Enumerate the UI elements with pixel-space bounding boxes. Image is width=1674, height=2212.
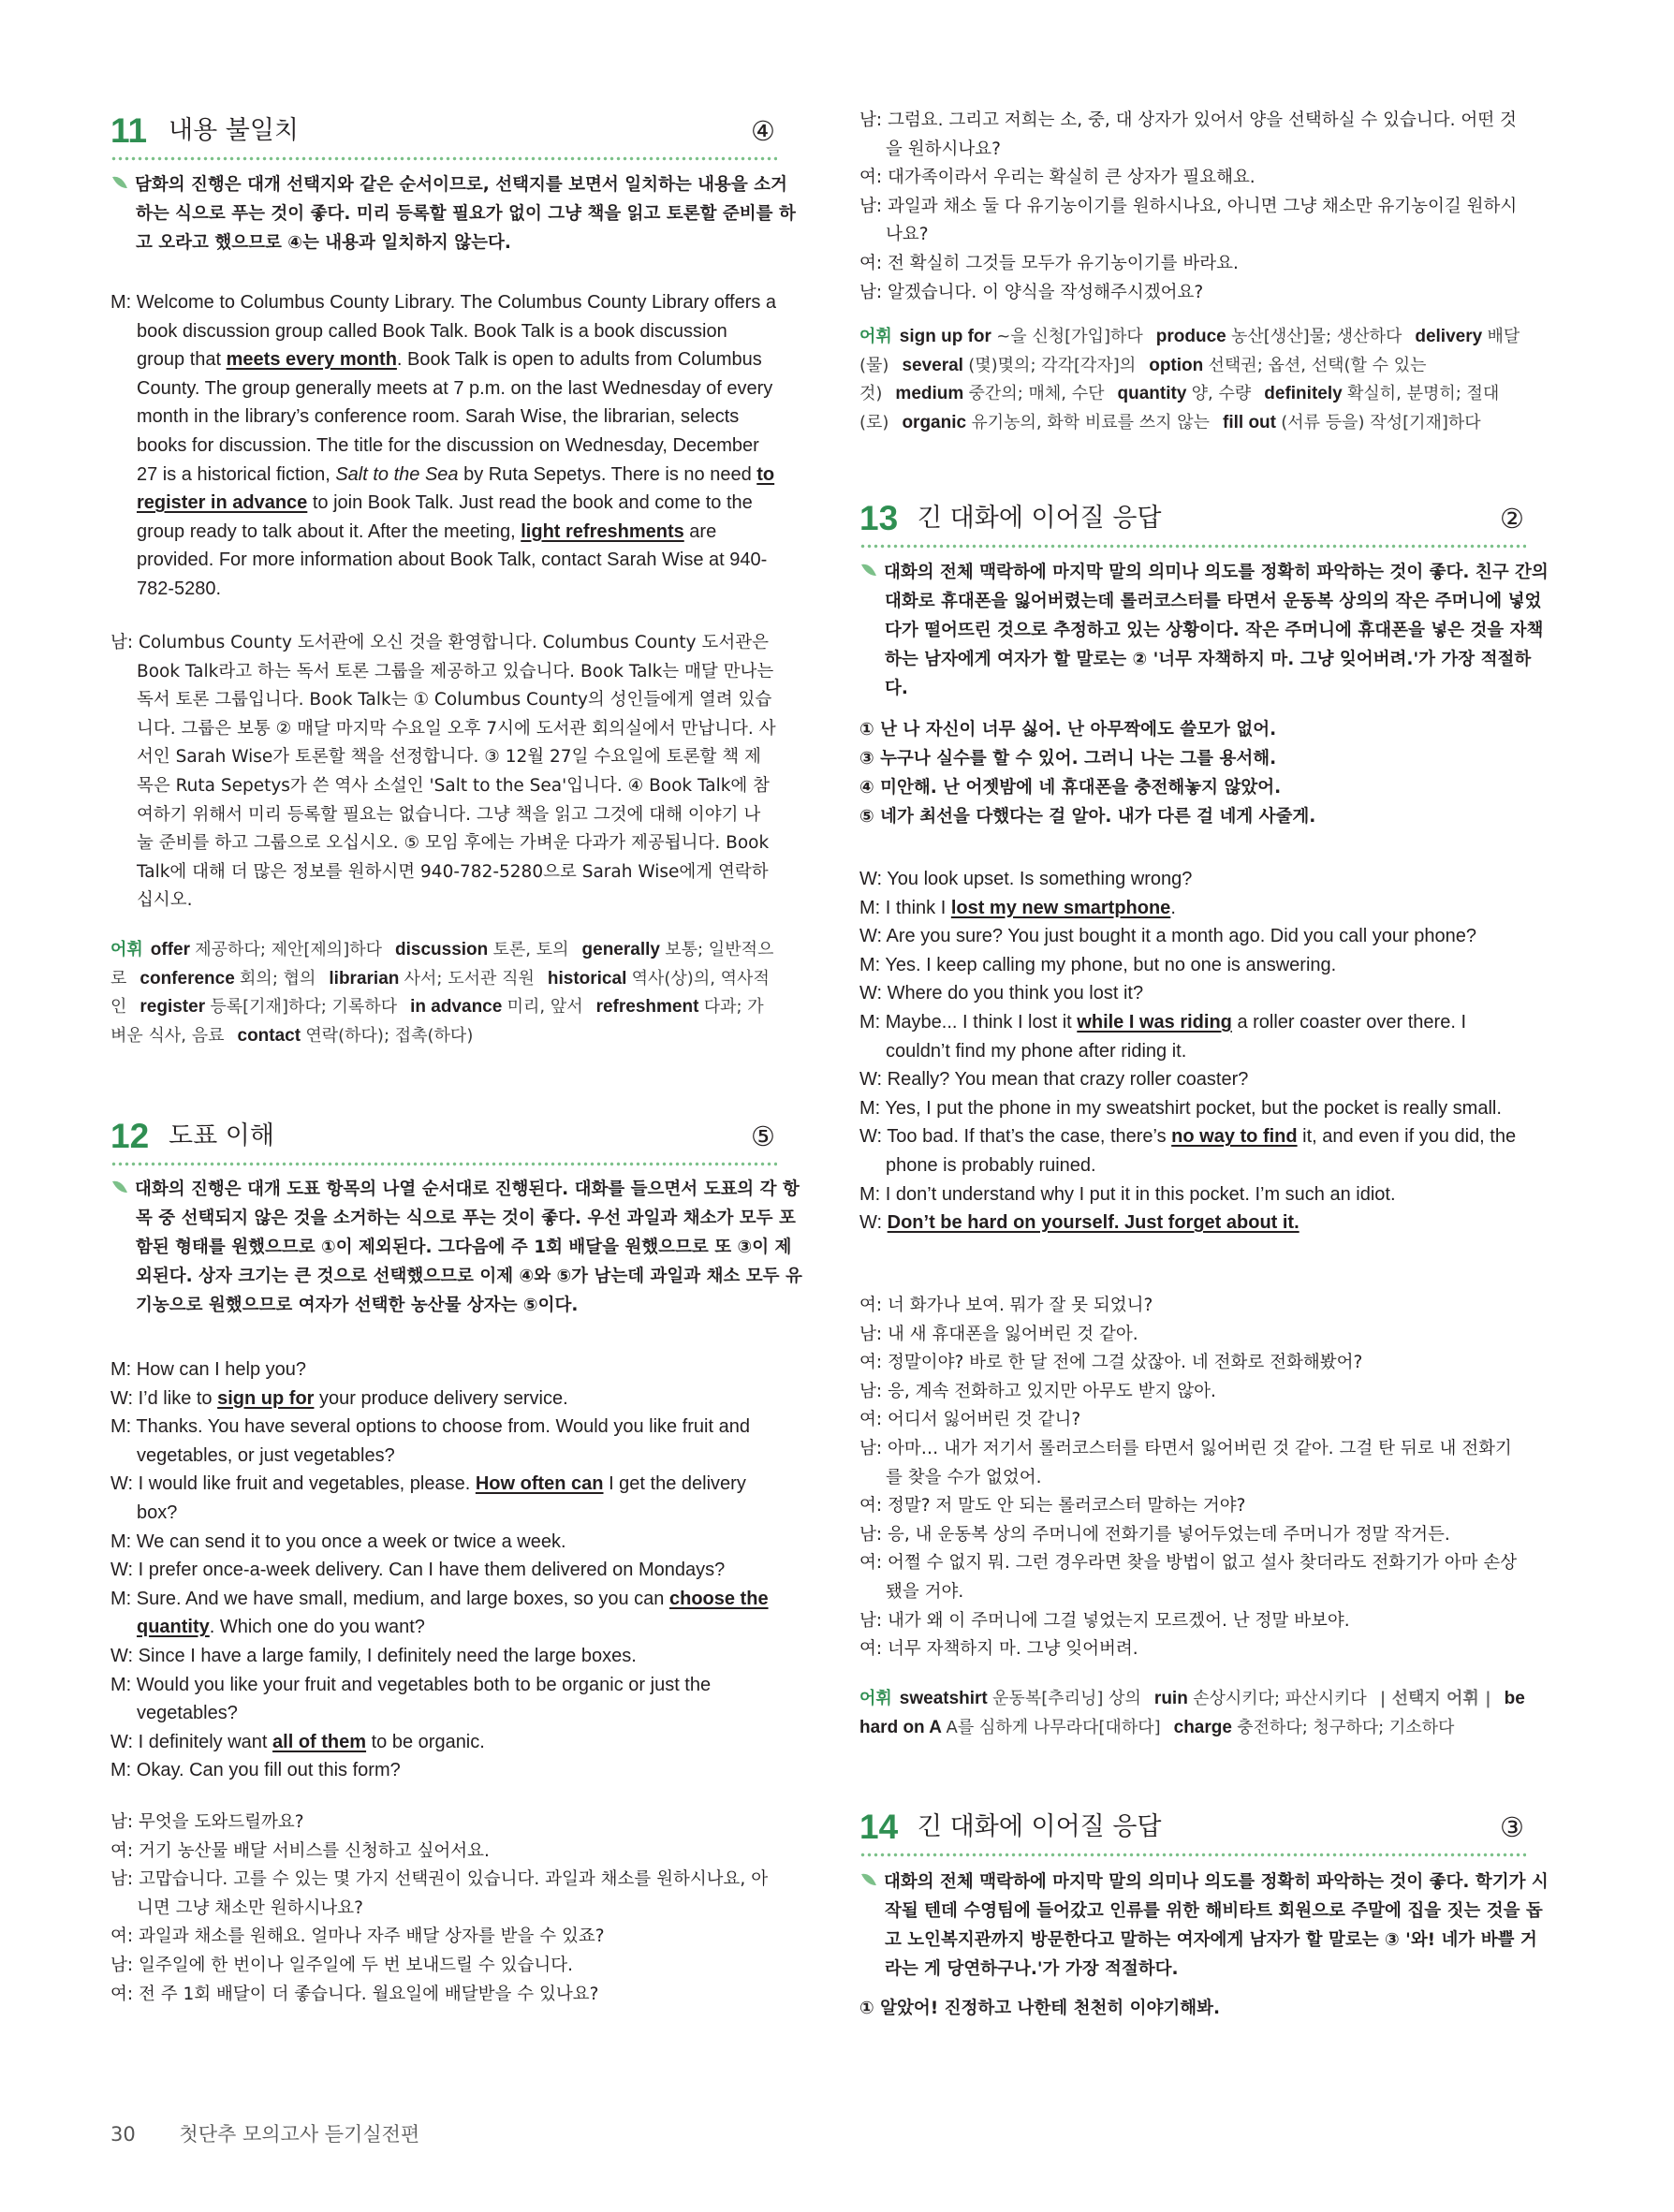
q12-translation-line: 남: 알겠습니다. 이 양식을 작성해주시겠어요?: [859, 282, 1204, 302]
q11-answer: ④: [751, 115, 775, 147]
q14-explanation-text: 대화의 전체 맥락하에 마지막 말의 의미나 의도를 정확히 파악하는 것이 좋다. 학기가 시작될 텐데 수영팀에 들어갔고 인류를 위한 해비타트 회원으로 주말에 집을 짓는 것을 돕고 노인복지관까지 방문한다고 말하는 여자에게 남자가 할 말로는 ③ '와! 네가 바쁠 거라는 게 당연하구나.'가 가장 적절하다.: [884, 1872, 1549, 1979]
q13-header: [859, 498, 1526, 539]
q11-script-key-phrase: meets every month: [226, 349, 397, 371]
q11-title: 내용 불일치: [169, 116, 299, 145]
q12-script-text: M: Would you like your fruit and vegetables both to be organic or just the vegetables?: [110, 1674, 712, 1724]
q12-vocab-word: quantity: [1117, 384, 1192, 404]
q13-translation: [859, 1292, 1526, 1664]
q13-vocab-word: sweatshirt: [899, 1689, 993, 1708]
q13-script-text: .: [1170, 897, 1176, 918]
q12-script-text: W: I prefer once-a-week delivery. Can I have them delivered on Mondays?: [110, 1560, 726, 1581]
q13-script-text: W: You look upset. Is something wrong?: [859, 869, 1193, 889]
q12-script-line: [110, 1671, 777, 1728]
q12-explanation: [110, 1175, 802, 1320]
q13-script-text: M: I don’t understand why I put it in this pocket. I’m such an idiot.: [859, 1183, 1396, 1205]
q13-translation-line: 여: 어쩔 수 없지 뭐. 그런 경우라면 찾을 방법이 없고 설사 찾더라도 전화기가 아마 손상됐을 거야.: [859, 1553, 1518, 1602]
q11-translation: [110, 629, 777, 916]
q12-vocab-word: sign up for: [899, 327, 997, 346]
q13-script-text: W: Too bad. If that’s the case, there’s: [859, 1126, 1172, 1148]
q13-translation-line: 여: 정말? 저 말도 안 되는 롤러코스터 말하는 거야?: [859, 1496, 1246, 1516]
q11-translation-text: 남: Columbus County 도서관에 오신 것을 환영합니다. Columbus County 도서관은 Book Talk라고 하는 독서 토론 그룹을 제공하고 있습니다. Book Talk는 매달 만나는 독서 토론 그룹입니다. Book Talk는 ① Columbus County의 성인들에게 열려 있습니다. 그룹은 보통 ② 매달 마지막 수요일 오후 7시에 도서관 회의실에서 만납니다. 사서인 Sarah Wise가 토론할 책을 선정합니다. ③ 12월 27일 수요일에 토론할 책 제목은 Ruta Sepetys가 쓴 역사 소설인 'Salt to the Sea'입니다. ④ Book Talk에 참여하기 위해서 미리 등록할 필요는 없습니다. 그냥 책을 읽고 그것에 대해 이야기 나눌 준비를 하고 그룹으로 오십시오. ⑤ 모임 후에는 가벼운 다과가 제공됩니다. Book Talk에 대해 더 많은 정보를 원하시면 940-782-5280으로 Sarah Wise에게 연락하십시오.: [110, 633, 776, 911]
q12-vocab-meaning: (서류 등을) 작성[기재]하다: [1281, 412, 1481, 432]
q11-vocab-word: historical: [547, 968, 632, 989]
q11-vocab-word: contact: [237, 1025, 306, 1046]
q13-script-line: [859, 979, 1526, 1008]
q13-number: 13: [859, 499, 899, 537]
q13-translation-line: 남: 내가 왜 이 주머니에 그걸 넣었는지 모르겠어. 난 정말 바보야.: [859, 1610, 1350, 1631]
q12-script-line: [110, 1556, 777, 1585]
q13-answer: ②: [1500, 503, 1524, 535]
q11-number: 11: [110, 111, 148, 150]
q12-explanation-text: 대화의 진행은 대개 도표 항목의 나열 순서대로 진행된다. 대화를 들으면서 도표의 각 항목 중 선택되지 않은 것을 소거하는 식으로 푸는 것이 좋다. 우선 과일과 채소가 모두 포함된 형태를 원했으므로 ①이 제외된다. 그다음에 주 1회 배달을 원했으므로 또 ③이 제외된다. 상자 크기는 큰 것으로 선택했으므로 이제 ④와 ⑤가 남는데 과일과 채소 모두 유기농으로 원했으므로 여자가 선택한 농산물 상자는 ⑤이다.: [135, 1179, 802, 1315]
q11-vocab-meaning: 보통; 일반적으로: [110, 940, 774, 989]
q13-option: ④ 미안해. 난 어젯밤에 네 휴대폰을 충전해놓지 않았어.: [859, 778, 1282, 798]
q13-script-line: [859, 1209, 1526, 1238]
q11-script-key-phrase: light refreshments: [521, 520, 684, 542]
q11-vocab-word: discussion: [395, 940, 493, 960]
q12-vocab-meaning: 확실히, 분명히; 절대(로): [859, 384, 1500, 432]
q11-script-text: by Ruta Sepetys. There is no need: [458, 463, 757, 485]
q12-translation-line: 여: 과일과 채소를 원해요. 얼마나 자주 배달 상자를 받을 수 있죠?: [110, 1926, 605, 1947]
q13-translation-line: 여: 너 화가나 보여. 뭐가 잘 못 되었니?: [859, 1296, 1153, 1315]
q14-options: [859, 1994, 1526, 2023]
q13-script-line: [859, 1094, 1526, 1123]
q12-vocab-word: definitely: [1264, 384, 1347, 404]
q14-answer: ③: [1500, 1811, 1524, 1843]
q12-script-text: W: I definitely want: [110, 1731, 273, 1752]
q12-script-text: M: Sure. And we have small, medium, and large boxes, so you can: [110, 1588, 669, 1609]
q11-vocab-word: in advance: [410, 997, 507, 1018]
q13-dotted-rule: [859, 543, 1526, 549]
q11-vocab-word: conference: [140, 968, 241, 989]
q12-script-text: M: We can send it to you once a week or twice a week.: [110, 1531, 566, 1552]
q14-explanation: [859, 1868, 1551, 1984]
q13-script-line: [859, 922, 1526, 951]
q13-translation-line: 여: 너무 자책하지 마. 그냥 잊어버려.: [859, 1639, 1138, 1660]
q12-script-text: . Which one do you want?: [209, 1617, 425, 1638]
q12-script: [110, 1355, 777, 1785]
q12-script-line: [110, 1384, 777, 1414]
q12-vocab-meaning: 배달(물): [859, 327, 1520, 375]
q13-script-text: M: Yes. I keep calling my phone, but no one is answering.: [859, 954, 1337, 975]
q11-vocab-meaning: 역사(상)의, 역사적인: [110, 968, 770, 1018]
q12-vocab-word: several: [902, 355, 969, 375]
q12-script-text: M: Okay. Can you fill out this form?: [110, 1760, 401, 1781]
q13-option: ③ 누구나 실수를 할 수 있어. 그러니 나는 그를 용서해.: [859, 749, 1277, 769]
q12-script-line: [110, 1585, 777, 1642]
q12-script-text: W: I’d like to: [110, 1387, 218, 1409]
q13-vocab-word: charge: [1173, 1717, 1238, 1737]
q11-vocab-meaning: 토론, 토의: [492, 940, 569, 960]
q12-vocab-meaning: 선택권; 옵션, 선택(할 수 있는 것): [859, 355, 1427, 404]
q13-script-key-phrase: Don’t be hard on yourself. Just forget about it.: [887, 1212, 1300, 1234]
q14-option: ① 알았어! 진정하고 나한테 천천히 이야기해봐.: [859, 1999, 1221, 2018]
q13-script-line: [859, 1065, 1526, 1094]
q11-vocab-word: offer: [150, 940, 196, 960]
q12-translation-line: 남: 고맙습니다. 고를 수 있는 몇 가지 선택권이 있습니다. 과일과 채소를 원하시나요, 아니면 그냥 채소만 원하시나요?: [110, 1869, 769, 1918]
q11-vocab-word: register: [140, 997, 211, 1018]
q11-vocab-word: refreshment: [595, 997, 704, 1018]
q11-script: [110, 288, 777, 604]
q11-vocab: [110, 936, 777, 1050]
leaf-icon: [110, 1178, 129, 1196]
q12-translation-line: 남: 그럼요. 그리고 저희는 소, 중, 대 상자가 있어서 양을 선택하실 수 있습니다. 어떤 것을 원하시나요?: [859, 110, 1517, 159]
q11-script-text: . Book Talk is open to adults from Columbus County. The group generally meets at 7 p.m. on the last Wednesday of every month in the library’s conference room. Sarah Wise, the librarian, selects books for discussion. The title for the discussion on Wednesday, December 27 is a historical fiction,: [137, 349, 773, 485]
q12-translation-line: 여: 거기 농산물 배달 서비스를 신청하고 싶어서요.: [110, 1840, 490, 1861]
q12-vocab-word: option: [1149, 355, 1209, 375]
q13-translation-line: 남: 아마… 내가 저기서 롤러코스터를 타면서 잃어버린 것 같아. 그걸 탄 뒤로 내 전화기를 찾을 수가 없었어.: [859, 1438, 1512, 1487]
q12-script-text: W: I would like fruit and vegetables, please.: [110, 1473, 476, 1495]
q13-vocab-word: ruin: [1153, 1689, 1194, 1708]
q12-vocab-meaning: 농산[생산]물; 생산하다: [1231, 327, 1402, 346]
leaf-icon: [110, 173, 129, 192]
q12-script-key-phrase: How often can: [475, 1473, 604, 1495]
q12-script-line: [110, 1470, 777, 1527]
q12-number: 12: [110, 1117, 150, 1155]
q13-vocab-meaning: 운동복[추리닝] 상의: [992, 1689, 1141, 1708]
q11-vocab-meaning: 회의; 협의: [240, 968, 316, 989]
q13-script-text: W: Are you sure? You just bought it a month ago. Did you call your phone?: [859, 926, 1476, 947]
q12-translation-line: 여: 전 주 1회 배달이 더 좋습니다. 월요일에 배달받을 수 있나요?: [110, 1984, 599, 2004]
q12-script-line: [110, 1413, 777, 1470]
q11-vocab-meaning: 다과; 가벼운 식사, 음료: [110, 997, 764, 1046]
q11-script-text: to join Book Talk. Just read the book and come to the group ready to talk about it. After the meeting,: [137, 492, 753, 542]
q12-vocab-word: medium: [895, 384, 969, 404]
q12-script-text: your produce delivery service.: [314, 1387, 568, 1409]
q12-script-text: M: How can I help you?: [110, 1359, 306, 1380]
q14-number: 14: [859, 1808, 899, 1846]
q12-script-text: I get the delivery box?: [137, 1473, 746, 1523]
q13-script-text: a roller coaster over there. I couldn’t find my phone after riding it.: [886, 1011, 1466, 1062]
q13-translation-line: 여: 정말이야? 바로 한 달 전에 그걸 샀잖아. 네 전화로 전화해봤어?: [859, 1353, 1363, 1373]
q13-script-text: W: Really? You mean that crazy roller coaster?: [859, 1069, 1249, 1091]
q13-translation-line: 남: 내 새 휴대폰을 잃어버린 것 같아.: [859, 1324, 1138, 1344]
q13-script-text: it, and even if you did, the phone is probably ruined.: [886, 1126, 1517, 1176]
q12-vocab: [859, 323, 1526, 437]
q12-vocab-word: fill out: [1223, 412, 1282, 432]
q13-vocab-meaning: A를 심하게 나무라다[대하다]: [946, 1717, 1161, 1737]
q13-vocab: [859, 1685, 1526, 1742]
q12-vocab-word: produce: [1155, 327, 1232, 346]
q12-answer: ⑤: [751, 1121, 775, 1152]
q11-vocab-word: librarian: [329, 968, 404, 989]
q13-script: [859, 865, 1526, 1238]
q12-title: 도표 이해: [169, 1121, 274, 1150]
q13-script-text: W: Where do you think you lost it?: [859, 983, 1144, 1004]
q13-script-line: [859, 951, 1526, 980]
q11-vocab-label: 어휘: [110, 940, 143, 960]
q13-translation-line: 남: 응, 내 운동복 상의 주머니에 전화기를 넣어두었는데 주머니가 정말 작거든.: [859, 1524, 1450, 1545]
q12-translation-line: 여: 전 확실히 그것들 모두가 유기농이기를 바라요.: [859, 253, 1239, 273]
q11-vocab-meaning: 연락(하다); 접촉(하다): [305, 1025, 474, 1046]
q12-script-line: [110, 1756, 777, 1785]
q12-translation-line: 남: 일주일에 한 번이나 일주일에 두 번 보내드릴 수 있습니다.: [110, 1955, 573, 1975]
q12-script-text: W: Since I have a large family, I definitely need the large boxes.: [110, 1645, 637, 1666]
q13-option: ⑤ 네가 최선을 다했다는 걸 알아. 내가 다른 걸 네게 사줄게.: [859, 807, 1316, 827]
q12-translation-line: 여: 대가족이라서 우리는 확실히 큰 상자가 필요해요.: [859, 168, 1256, 188]
q12-script-key-phrase: all of them: [272, 1731, 367, 1752]
q13-script-line: [859, 894, 1526, 923]
q13-translation-line: 여: 어디서 잃어버린 것 같니?: [859, 1410, 1081, 1430]
q12-vocab-meaning: 유기농의, 화학 비료를 쓰지 않는: [971, 412, 1210, 432]
q12-script-text: M: Thanks. You have several options to choose from. Would you like fruit and vegetables, or just vegetables?: [110, 1416, 750, 1466]
q12-translation-line: 남: 과일과 채소 둘 다 유기농이기를 원하시나요, 아니면 그냥 채소만 유기농이길 원하시나요?: [859, 196, 1518, 245]
q12-dotted-rule: [110, 1161, 777, 1167]
q11-vocab-meaning: 제공하다; 제안[제의]하다: [195, 940, 382, 960]
q11-vocab-meaning: 사서; 도서관 직원: [404, 968, 535, 989]
q11-script-text: are provided. For more information about Book Talk, contact Sarah Wise at 940-782-5280.: [137, 520, 768, 599]
q13-script-text: W:: [859, 1212, 888, 1234]
q12-header: [110, 1116, 777, 1157]
q12-vocab-word: organic: [902, 412, 972, 432]
q13-vocab-word: be hard on A: [859, 1689, 1525, 1737]
q11-explanation-text: 담화의 진행은 대개 선택지와 같은 순서이므로, 선택지를 보면서 일치하는 내용을 소거하는 식으로 푸는 것이 좋다. 미리 등록할 필요가 없이 그냥 책을 읽고 토론할 준비를 하고 오라고 했으므로 ④는 내용과 일치하지 않는다.: [135, 175, 796, 253]
q13-option: ① 난 나 자신이 너무 싫어. 난 아무짝에도 쓸모가 없어.: [859, 720, 1277, 740]
q12-vocab-meaning: 양, 수량: [1191, 384, 1252, 404]
q13-script-text: M: Yes, I put the phone in my sweatshirt pocket, but the pocket is really small.: [859, 1097, 1502, 1119]
q11-script-text: M: Welcome to Columbus County Library. The Columbus County Library offers a book discussion group called Book Talk. Book Talk is a book discussion group that: [110, 292, 777, 371]
book-title: 첫단추 모의고사 듣기실전편: [179, 2123, 420, 2146]
q11-vocab-meaning: 등록[기재]하다; 기록하다: [210, 997, 398, 1018]
q13-script-key-phrase: while I was riding: [1077, 1011, 1232, 1033]
q13-script-text: M: I think I: [859, 897, 951, 918]
q13-script-text: M: Maybe... I think I lost it: [859, 1011, 1078, 1033]
q12-translation-line: 남: 무엇을 도와드릴까요?: [110, 1812, 304, 1832]
q13-options: [859, 715, 1526, 831]
page-number: 30: [110, 2123, 136, 2146]
q13-title: 긴 대화에 이어질 응답: [918, 504, 1162, 533]
q11-script-line: [110, 288, 777, 604]
q14-header: [859, 1807, 1526, 1848]
q13-script-line: [859, 1008, 1526, 1065]
q13-vocab-sub-label: | 선택지 어휘 |: [1379, 1689, 1491, 1708]
q13-vocab-label: 어휘: [859, 1689, 892, 1708]
q11-script-key-phrase: to register in advance: [137, 463, 775, 514]
q13-script-key-phrase: no way to find: [1171, 1126, 1298, 1148]
q12-translation-continued: [859, 107, 1526, 307]
q12-script-line: [110, 1642, 777, 1671]
q14-title: 긴 대화에 이어질 응답: [918, 1812, 1162, 1841]
q12-script-line: [110, 1728, 777, 1757]
q12-script-line: [110, 1528, 777, 1557]
leaf-icon: [859, 1870, 878, 1889]
q13-script-line: [859, 865, 1526, 894]
q11-script-key-phrase: Salt to the Sea: [335, 463, 459, 485]
q12-script-key-phrase: choose the quantity: [137, 1588, 769, 1638]
q11-vocab-meaning: 미리, 앞서: [507, 997, 583, 1018]
q13-vocab-meaning: 충전하다; 청구하다; 기소하다: [1237, 1717, 1455, 1737]
q11-dotted-rule: [110, 155, 777, 162]
q13-script-line: [859, 1180, 1526, 1209]
q12-translation: [110, 1809, 777, 2009]
q13-script-line: [859, 1122, 1526, 1179]
leaf-icon: [859, 561, 878, 579]
q12-script-key-phrase: sign up for: [217, 1387, 315, 1409]
q12-script-line: [110, 1355, 777, 1384]
q13-script-key-phrase: lost my new smartphone: [950, 897, 1171, 918]
q11-vocab-word: generally: [581, 940, 666, 960]
q14-dotted-rule: [859, 1852, 1526, 1858]
q12-vocab-meaning: ~을 신청[가입]하다: [996, 327, 1143, 346]
footer: [110, 2119, 419, 2147]
q12-vocab-meaning: 중간의; 매체, 수단: [968, 384, 1105, 404]
q13-explanation: [859, 558, 1551, 703]
q11-header: [110, 110, 777, 152]
q12-script-text: to be organic.: [366, 1731, 485, 1752]
q13-explanation-text: 대화의 전체 맥락하에 마지막 말의 의미나 의도를 정확히 파악하는 것이 좋다. 친구 간의 대화로 휴대폰을 잃어버렸는데 롤러코스터를 타면서 운동복 상의의 작은 주머니에 넣었다가 떨어뜨린 것으로 추정하고 있는 상황이다. 작은 주머니에 휴대폰을 넣은 것을 자책하는 남자에게 여자가 할 말로는 ② '너무 자책하지 마. 그냥 잊어버려.'가 가장 적절하다.: [884, 563, 1549, 698]
q12-vocab-meaning: (몇)몇의; 각각[각자]의: [968, 355, 1137, 375]
q13-translation-line: 남: 응, 계속 전화하고 있지만 아무도 받지 않아.: [859, 1381, 1216, 1401]
q13-vocab-meaning: 손상시키다; 파산시키다: [1193, 1689, 1367, 1708]
q11-explanation: [110, 170, 802, 257]
q12-vocab-word: delivery: [1415, 327, 1488, 346]
q12-vocab-label: 어휘: [859, 327, 892, 346]
